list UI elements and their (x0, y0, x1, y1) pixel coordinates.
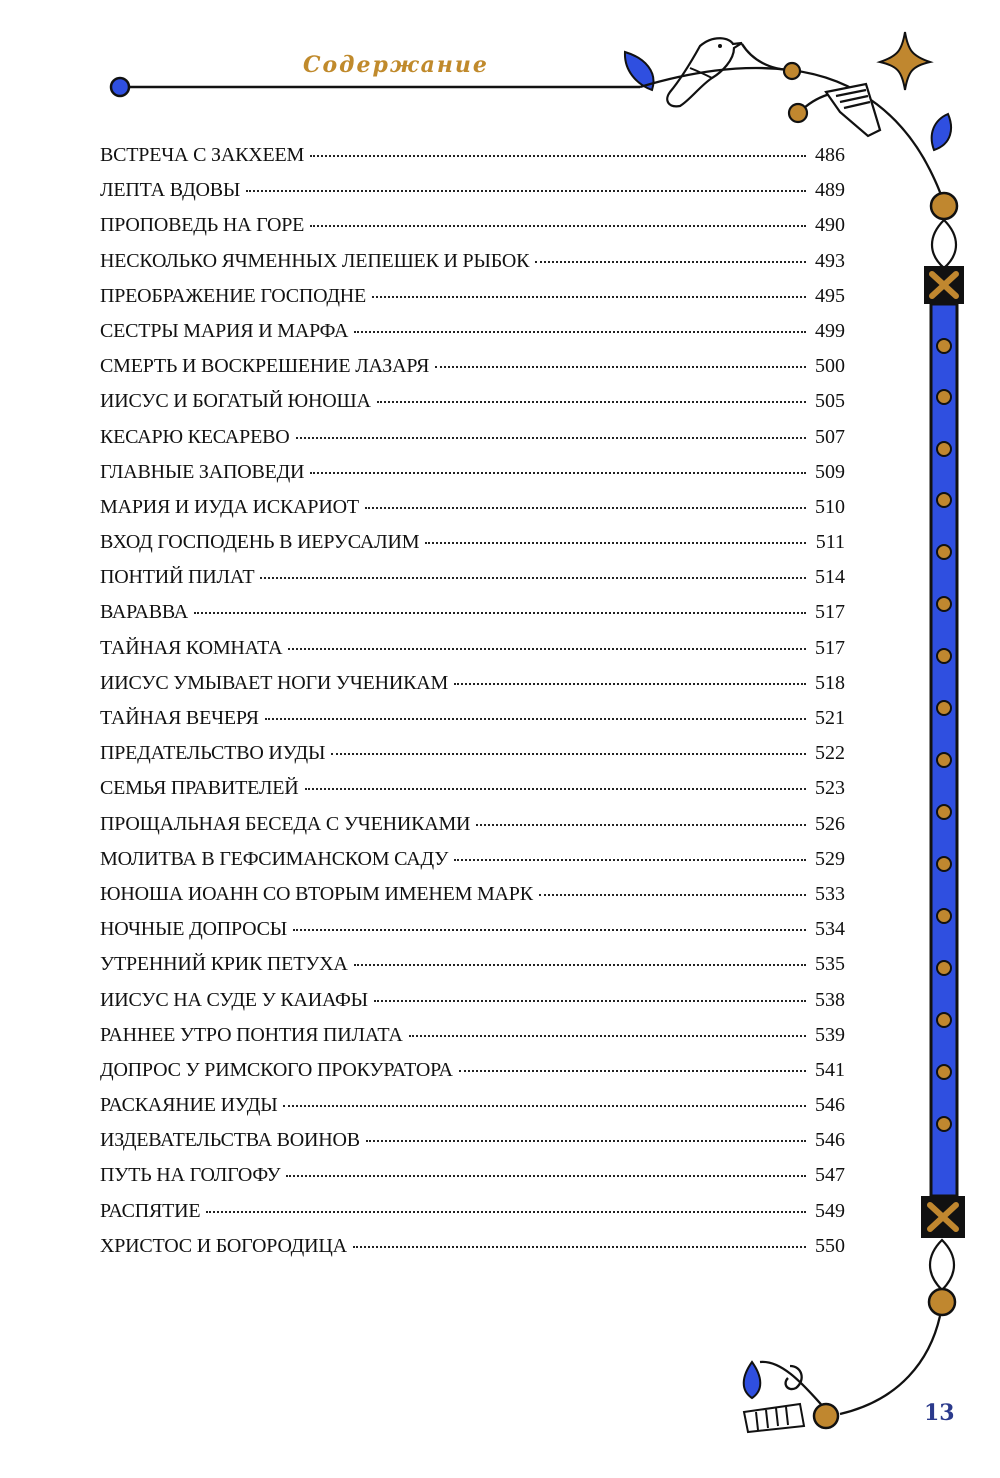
pillar-cap (932, 220, 956, 268)
dot-leader (206, 1211, 806, 1213)
scroll-icon (744, 1404, 804, 1432)
toc-entry-page: 493 (815, 249, 845, 272)
toc-entry-title: РАСКАЯНИЕ ИУДЫ (100, 1094, 278, 1117)
toc-entry-page: 509 (815, 460, 845, 483)
toc-entry[interactable] (100, 672, 845, 707)
toc-entry-page: 538 (815, 988, 845, 1011)
beaded-pillar-icon (931, 304, 957, 1196)
dot-leader (374, 1000, 806, 1002)
toc-entry-title: НЕСКОЛЬКО ЯЧМЕННЫХ ЛЕПЕШЕК И РЫБОК (100, 249, 530, 272)
toc-entry[interactable] (100, 250, 845, 285)
dot-leader (283, 1105, 806, 1107)
page-title: Содержание (303, 52, 489, 78)
berry-icon (929, 1289, 955, 1315)
toc-entry-page: 521 (815, 707, 845, 729)
dot-leader (354, 964, 806, 966)
toc-entry[interactable] (100, 1129, 845, 1164)
dot-leader (194, 612, 806, 614)
dot-leader (409, 1035, 806, 1037)
toc-entry-page: 549 (815, 1199, 845, 1222)
toc-entry-title: ПУТЬ НА ГОЛГОФУ (100, 1164, 281, 1187)
toc-entry-title: ПРОЩАЛЬНАЯ БЕСЕДА С УЧЕНИКАМИ (100, 812, 471, 835)
toc-entry-page: 490 (815, 214, 845, 237)
toc-entry[interactable] (100, 707, 845, 742)
toc-entry[interactable] (100, 1200, 845, 1235)
toc-entry-title: МОЛИТВА В ГЕФСИМАНСКОМ САДУ (100, 847, 449, 870)
toc-entry[interactable] (100, 496, 845, 531)
toc-entry-title: ИИСУС И БОГАТЫЙ ЮНОША (100, 390, 371, 413)
toc-entry-page: 505 (815, 390, 845, 413)
dot-leader (305, 788, 806, 790)
toc-entry[interactable] (100, 742, 845, 777)
toc-entry-title: МАРИЯ И ИУДА ИСКАРИОТ (100, 495, 359, 518)
toc-entry-page: 546 (815, 1129, 845, 1152)
toc-entry-title: ХРИСТОС И БОГОРОДИЦА (100, 1234, 347, 1257)
toc-entry-title: ВХОД ГОСПОДЕНЬ В ИЕРУСАЛИМ (100, 531, 420, 554)
berry-icon (931, 193, 957, 219)
dot-leader (366, 1140, 806, 1142)
dot-leader (331, 753, 806, 755)
toc-entry-title: ПРЕОБРАЖЕНИЕ ГОСПОДНЕ (100, 284, 367, 307)
leaf-icon (744, 1362, 761, 1398)
toc-entry[interactable] (100, 1059, 845, 1094)
berry-icon (784, 63, 800, 79)
dot-leader (310, 155, 806, 157)
dot-leader (246, 190, 806, 192)
toc-entry-page: 541 (815, 1058, 845, 1081)
toc-entry[interactable] (100, 461, 845, 496)
toc-entry-page: 511 (815, 531, 845, 554)
toc-entry-title: ВАРАВВА (100, 601, 188, 624)
toc-entry[interactable] (100, 426, 845, 461)
toc-entry-page: 517 (815, 601, 845, 624)
toc-entry-title: СЕСТРЫ МАРИЯ И МАРФА (100, 319, 349, 342)
dot-leader (288, 648, 806, 650)
toc-entry-title: ГЛАВНЫЕ ЗАПОВЕДИ (100, 460, 305, 483)
toc-entry-title: ИЗДЕВАТЕЛЬСТВА ВОИНОВ (100, 1129, 360, 1152)
dot-leader (365, 507, 806, 509)
toc-entry-title: КЕСАРЮ КЕСАРЕВО (100, 425, 290, 448)
dot-leader (539, 894, 806, 896)
page-number: 13 (924, 1400, 955, 1426)
toc-entry-title: ИИСУС УМЫВАЕТ НОГИ УЧЕНИКАМ (100, 671, 449, 694)
dot-leader (476, 824, 806, 826)
cross-knot-icon (921, 1196, 965, 1238)
dot-leader (260, 577, 806, 579)
toc-entry-page: 510 (815, 495, 845, 518)
toc-entry-title: ТАЙНАЯ КОМНАТА (100, 636, 283, 659)
dot-leader (353, 1246, 806, 1248)
toc-entry[interactable] (100, 813, 845, 848)
dot-leader (293, 929, 806, 931)
toc-entry-page: 514 (815, 566, 845, 589)
toc-entry[interactable] (100, 1094, 845, 1129)
toc-entry[interactable] (100, 1235, 845, 1270)
toc-entry-page: 517 (815, 636, 845, 659)
dot-leader (310, 472, 806, 474)
toc-entry-page: 550 (815, 1234, 845, 1257)
toc-entry[interactable] (100, 1164, 845, 1199)
toc-entry[interactable] (100, 601, 845, 636)
toc-entry[interactable] (100, 320, 845, 355)
berry-icon (814, 1404, 838, 1428)
toc-entry-page: 547 (815, 1164, 845, 1187)
toc-entry[interactable] (100, 144, 845, 179)
toc-entry-title: ДОПРОС У РИМСКОГО ПРОКУРАТОРА (100, 1058, 453, 1081)
toc-entry-page: 533 (815, 882, 845, 905)
scroll-icon (826, 84, 880, 136)
dot-leader (454, 859, 806, 861)
toc-entry-page: 522 (815, 742, 845, 765)
dot-leader (354, 331, 806, 333)
table-of-contents (100, 144, 845, 1270)
toc-entry[interactable] (100, 777, 845, 812)
toc-entry[interactable] (100, 566, 845, 601)
toc-entry-page: 486 (815, 144, 845, 166)
toc-entry[interactable] (100, 1024, 845, 1059)
dot-leader (372, 296, 806, 298)
leaf-icon (932, 114, 951, 150)
dot-leader (265, 718, 806, 720)
header-rule (111, 78, 640, 96)
dot-leader (425, 542, 806, 544)
toc-entry[interactable] (100, 989, 845, 1024)
toc-entry-title: РАННЕЕ УТРО ПОНТИЯ ПИЛАТА (100, 1023, 403, 1046)
berry-icon (789, 104, 807, 122)
toc-entry-page: 539 (815, 1023, 845, 1046)
star-icon (880, 32, 930, 90)
dot-leader (377, 401, 806, 403)
pillar-cap (930, 1240, 954, 1290)
toc-entry-page: 500 (815, 355, 845, 378)
toc-entry-title: ПРЕДАТЕЛЬСТВО ИУДЫ (100, 742, 326, 765)
dot-leader (286, 1175, 806, 1177)
toc-entry-title: ЮНОША ИОАНН СО ВТОРЫМ ИМЕНЕМ МАРК (100, 882, 533, 905)
toc-entry-page: 526 (815, 812, 845, 835)
toc-entry[interactable] (100, 390, 845, 425)
toc-entry-title: ПРОПОВЕДЬ НА ГОРЕ (100, 214, 305, 237)
toc-entry-page: 546 (815, 1094, 845, 1117)
toc-entry[interactable] (100, 355, 845, 390)
toc-entry[interactable] (100, 953, 845, 988)
toc-entry[interactable] (100, 848, 845, 883)
toc-entry[interactable] (100, 918, 845, 953)
cross-knot-icon (924, 266, 964, 304)
toc-entry-page: 534 (815, 918, 845, 941)
toc-entry[interactable] (100, 637, 845, 672)
toc-entry[interactable] (100, 285, 845, 320)
toc-entry-page: 523 (815, 777, 845, 800)
toc-entry-title: ПОНТИЙ ПИЛАТ (100, 566, 255, 589)
toc-entry[interactable] (100, 883, 845, 918)
toc-entry[interactable] (100, 179, 845, 214)
toc-entry-page: 507 (815, 425, 845, 448)
toc-entry-title: СЕМЬЯ ПРАВИТЕЛЕЙ (100, 777, 299, 800)
toc-entry-page: 495 (815, 284, 845, 307)
toc-entry-title: НОЧНЫЕ ДОПРОСЫ (100, 918, 288, 941)
dot-leader (310, 225, 806, 227)
dot-leader (435, 366, 806, 368)
dot-leader (296, 437, 807, 439)
toc-entry-title: СМЕРТЬ И ВОСКРЕШЕНИЕ ЛАЗАРЯ (100, 355, 430, 378)
toc-entry-title: ТАЙНАЯ ВЕЧЕРЯ (100, 707, 259, 729)
toc-entry-page: 518 (815, 671, 845, 694)
toc-entry-page: 535 (815, 953, 845, 976)
toc-entry-title: ВСТРЕЧА С ЗАКХЕЕМ (100, 144, 305, 166)
toc-entry-page: 529 (815, 847, 845, 870)
vine-ornament (760, 1316, 940, 1414)
toc-entry[interactable] (100, 531, 845, 566)
toc-entry-page: 489 (815, 179, 845, 202)
toc-entry-title: ИИСУС НА СУДЕ У КАИАФЫ (100, 988, 368, 1011)
toc-entry-title: УТРЕННИЙ КРИК ПЕТУХА (100, 953, 348, 976)
dot-leader (459, 1070, 806, 1072)
dot-leader (454, 683, 806, 685)
toc-entry[interactable] (100, 214, 845, 249)
toc-entry-title: ЛЕПТА ВДОВЫ (100, 179, 241, 202)
dot-leader (535, 261, 806, 263)
toc-entry-title: РАСПЯТИЕ (100, 1199, 201, 1222)
toc-entry-page: 499 (815, 319, 845, 342)
